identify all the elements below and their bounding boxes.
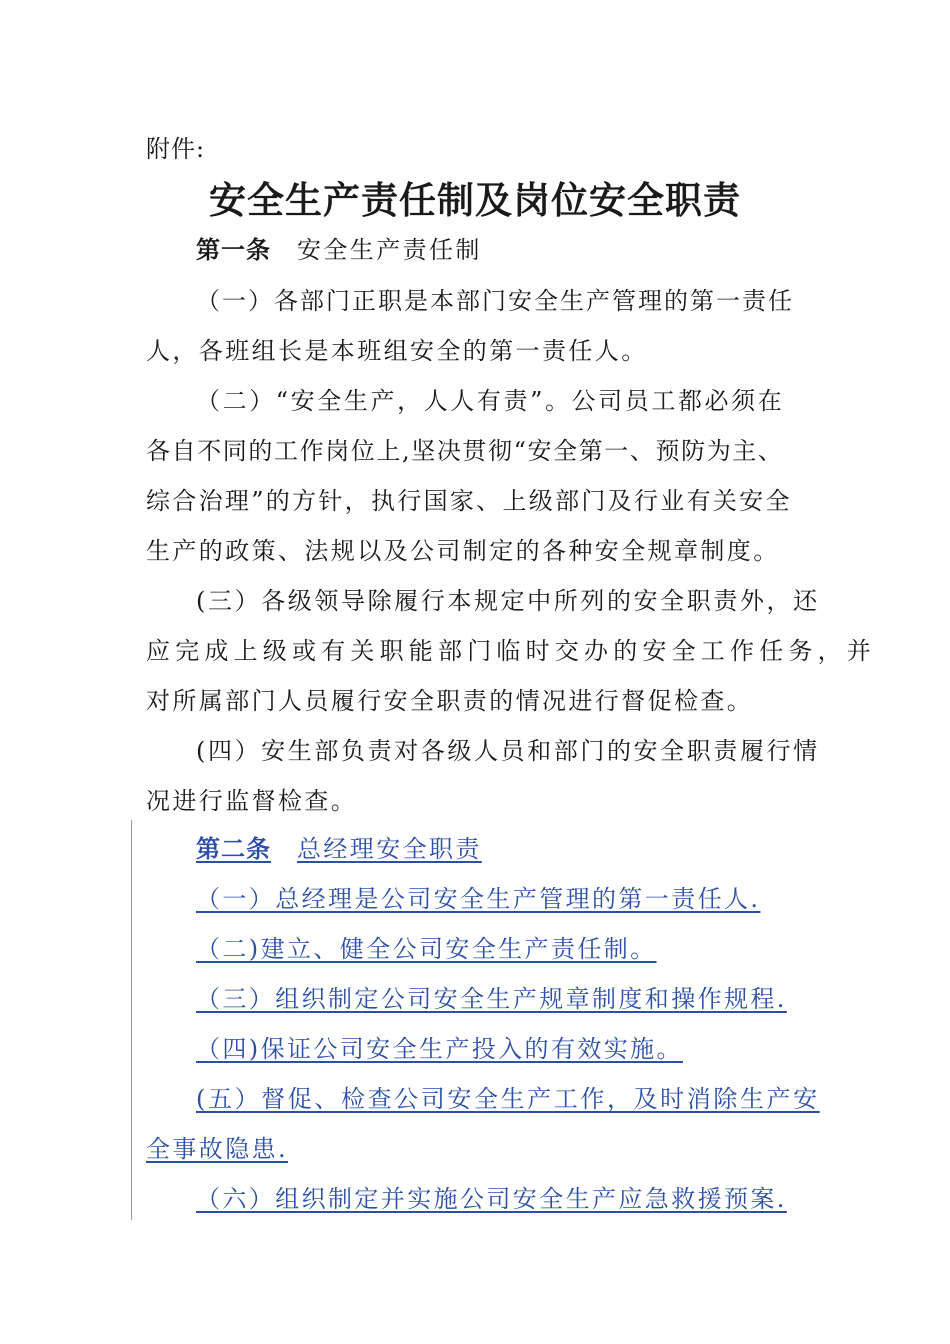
art1-para-line: （二）“安全生产，人人有责”。公司员工都必须在	[196, 387, 785, 415]
document-title: 安全生产责任制及岗位安全职责	[209, 178, 741, 222]
art1-para-line: 各自不同的工作岗位上,坚决贯彻“安全第一、预防为主、	[146, 437, 784, 465]
article-2-heading	[196, 834, 810, 864]
art1-para-line: 生产的政策、法规以及公司制定的各种安全规章制度。	[146, 537, 780, 565]
art2-para-line: （二)建立、健全公司安全生产责任制。	[196, 935, 657, 963]
art2-para-line: （三）组织制定公司安全生产规章制度和操作规程.	[196, 985, 787, 1013]
article-1-heading	[196, 235, 810, 265]
art1-para-line: 对所属部门人员履行安全职责的情况进行督促检查。	[146, 687, 754, 715]
art1-para-line: 况进行监督检查。	[146, 787, 358, 815]
art1-para-line: (三）各级领导除履行本规定中所列的安全职责外，还	[196, 587, 820, 615]
art2-para-line: (五）督促、检查公司安全生产工作，及时消除生产安	[196, 1085, 820, 1113]
article-1-label: 第一条	[196, 235, 271, 264]
article-2-title: 总经理安全职责	[297, 835, 482, 863]
revision-change-bar	[131, 820, 132, 1220]
article-2-label: 第二条	[196, 834, 271, 863]
art2-para-line: 全事故隐患.	[146, 1135, 289, 1163]
art2-para-line: （六）组织制定并实施公司安全生产应急救援预案.	[196, 1185, 787, 1213]
art1-para-line: 应完成上级或有关职能部门临时交办的安全工作任务，并	[146, 637, 876, 665]
art1-para-line: （一）各部门正职是本部门安全生产管理的第一责任	[196, 287, 794, 315]
art1-para-line: (四）安生部负责对各级人员和部门的安全职责履行情	[196, 737, 820, 765]
attachment-label: 附件:	[146, 135, 206, 163]
article-1-title: 安全生产责任制	[297, 236, 482, 264]
art2-para-line: （四)保证公司安全生产投入的有效实施。	[196, 1035, 683, 1063]
art1-para-line: 人，各班组长是本班组安全的第一责任人。	[146, 337, 648, 365]
art1-para-line: 综合治理”的方针，执行国家、上级部门及行业有关安全	[146, 487, 792, 515]
art2-para-line: （一）总经理是公司安全生产管理的第一责任人.	[196, 885, 761, 913]
